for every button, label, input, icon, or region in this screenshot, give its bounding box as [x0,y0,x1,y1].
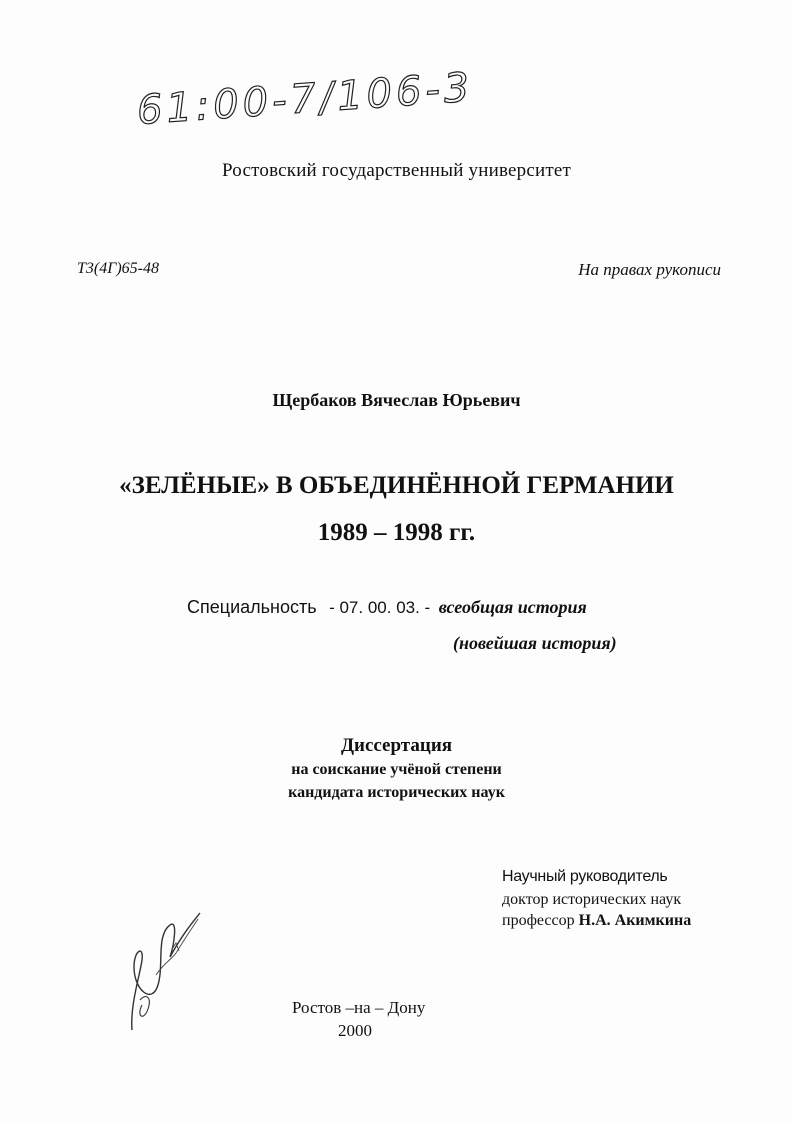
rights-notice: На правах рукописи [578,260,721,279]
advisor-title-prefix: профессор [502,912,575,929]
specialty-line [187,597,587,618]
shelfmark-text: 61:00-7/106-3 [135,64,475,134]
specialty-subfield: (новейшая история) [453,633,617,653]
thesis-title-line2: 1989 – 1998 гг. [317,519,476,546]
publication-year: 2000 [338,1021,372,1040]
advisor-title-line [502,912,691,930]
specialty-label: Специальность [187,597,317,617]
advisor-name: Н.А. Акимкина [578,912,692,929]
handwritten-shelfmark [135,64,475,152]
author-name: Щербаков Вячеслав Юрьевич [272,390,521,410]
advisor-role: Научный руководитель [502,868,668,885]
dissertation-degree-line1: на соискание учёной степени [291,761,502,778]
university-name: Ростовский государственный университет [222,160,571,181]
specialty-code: - 07. 00. 03. - [329,598,431,617]
signature [112,905,222,1045]
thesis-title-line1: «ЗЕЛЁНЫЕ» В ОБЪЕДИНЁННОЙ ГЕРМАНИИ [119,472,674,499]
publication-place: Ростов –на – Дону [292,998,426,1017]
dissertation-heading: Диссертация [340,735,453,756]
classification-code: Т3(4Г)65-48 [77,260,159,277]
dissertation-degree-line2: кандидата исторических наук [288,784,505,801]
advisor-degree: доктор исторических наук [502,891,682,908]
specialty-field: всеобщая история [438,597,587,617]
